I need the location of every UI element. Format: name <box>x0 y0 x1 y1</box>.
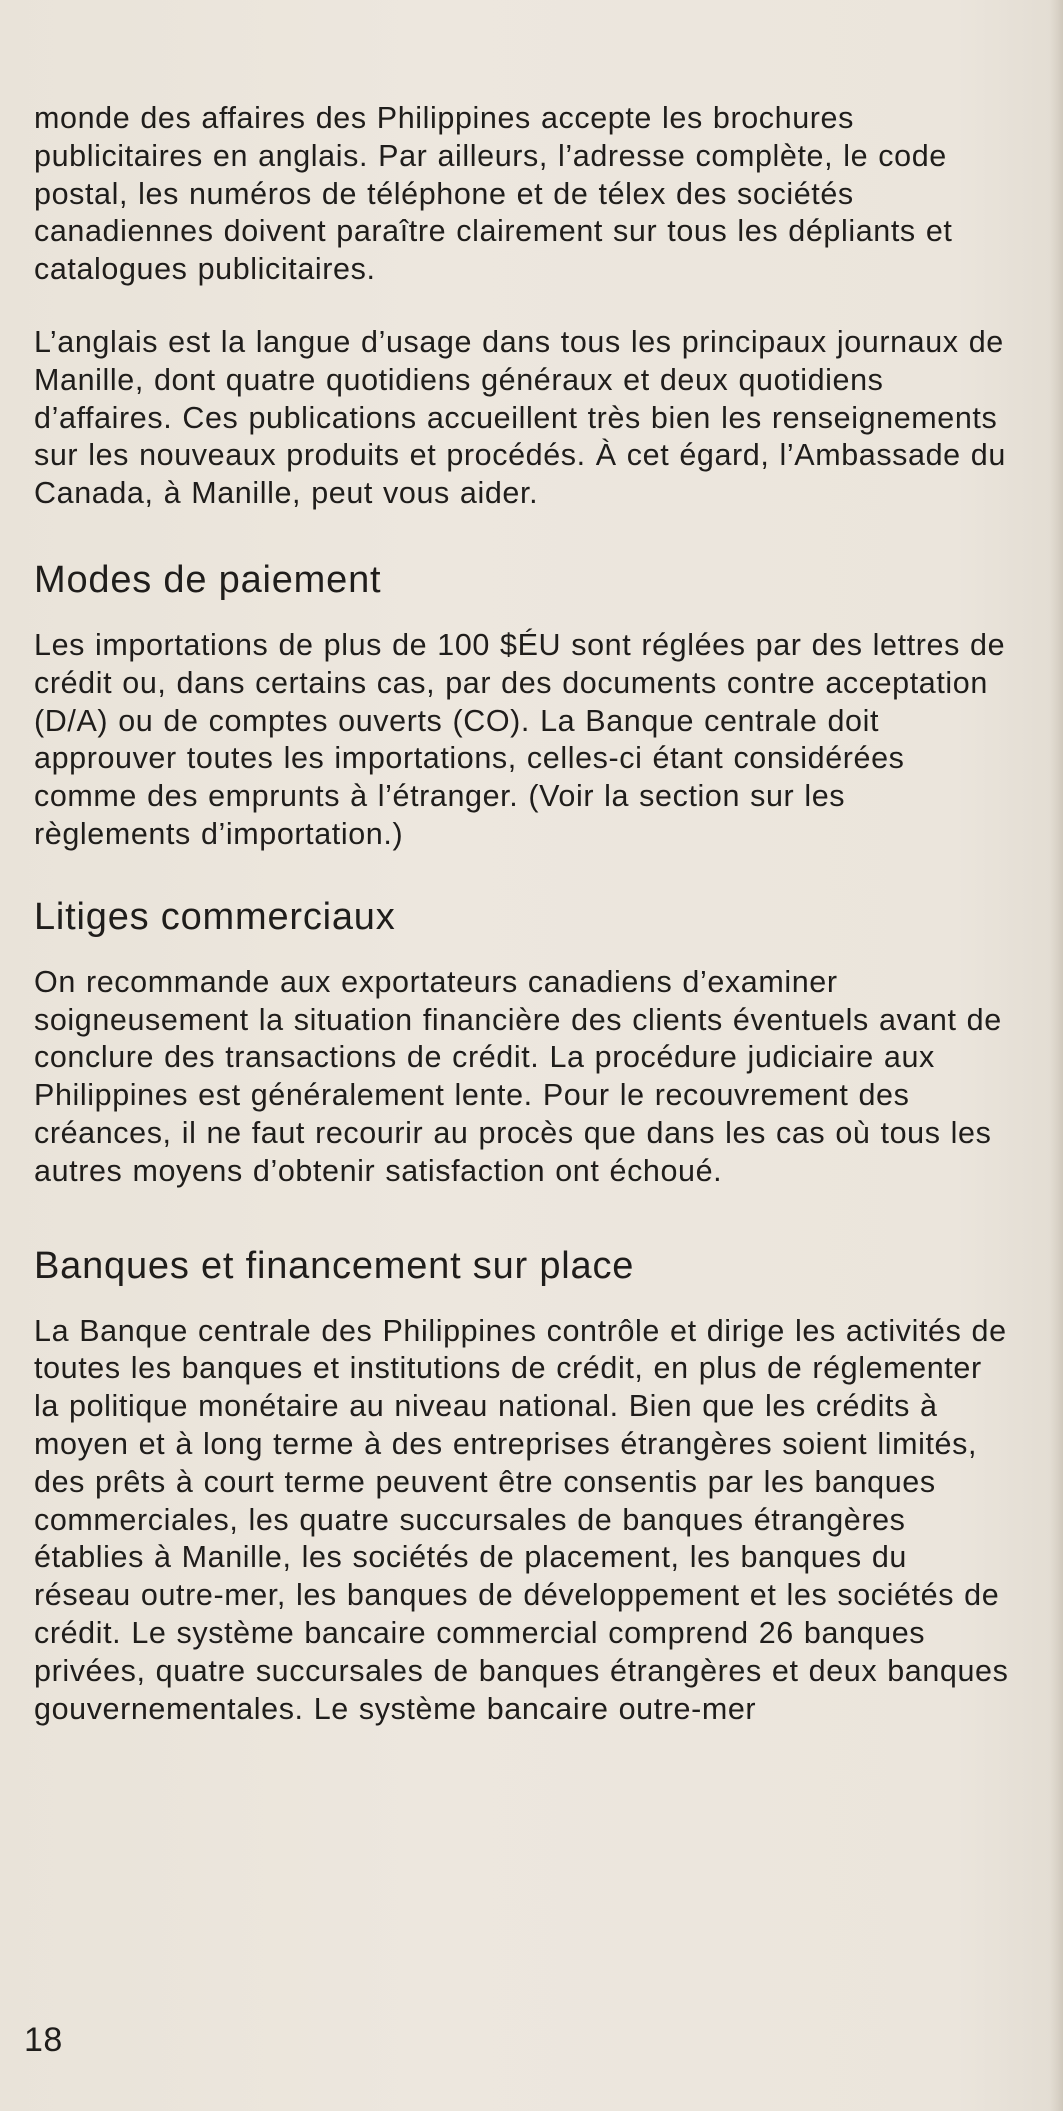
section-body-payment: Les importations de plus de 100 $ÉU sont réglées par des lettres de crédit ou, dans certains cas, par des documents contre acceptation (D/A) ou de comptes ouverts (CO). La Banque centrale doit approuver toutes les importations, celles-ci étant considérées comme des emprunts à l’étranger. (Voir la section sur les règlements d’importation.) <box>34 627 1006 851</box>
intro-paragraph-2: L’anglais est la langue d’usage dans tous les principaux journaux de Manille, dont quatre quotidiens généraux et deux quotidiens d’affaires. Ces publications accueillent très bien les renseignements sur les nouveaux produits et procédés. À cet égard, l’Ambassade du Canada, à Manille, peut vous aider. <box>34 324 1006 511</box>
section-heading-disputes: Litiges commerciaux <box>34 895 396 938</box>
page-content <box>34 100 1009 1728</box>
intro-paragraph-1: monde des affaires des Philippines accepte les brochures publicitaires en anglais. Par ailleurs, l’adresse complète, le code postal, les numéros de téléphone et de télex des sociétés canadiennes doivent paraître clairement sur tous les dépliants et catalogues publicitaires. <box>34 101 953 287</box>
section-body-banking: La Banque centrale des Philippines contrôle et dirige les activités de toutes les banques et institutions de crédit, en plus de réglementer la politique monétaire au niveau national. Bien que les crédits à moyen et à long terme à des entreprises étrangères soient limités, des prêts à court terme peuvent être consentis par les banques commerciales, les quatre succursales de banques étrangères établies à Manille, les sociétés de placement, les banques du réseau outre-mer, les banques de développement et les sociétés de crédit. Le système bancaire commercial comprend 26 banques privées, quatre succursales de banques étrangères et deux banques gouvernementales. Le système bancaire outre-mer <box>34 1313 1009 1726</box>
page-edge <box>1049 0 1063 2111</box>
section-heading-payment: Modes de paiement <box>34 558 382 601</box>
section-heading-banking: Banques et financement sur place <box>34 1244 635 1287</box>
page-number: 18 <box>24 2021 63 2059</box>
section-body-disputes: On recommande aux exportateurs canadiens d’examiner soigneusement la situation financière des clients éventuels avant de conclure des transactions de crédit. La procédure judiciaire aux Philippines est généralement lente. Pour le recouvrement des créances, il ne faut recourir au procès que dans les cas où tous les autres moyens d’obtenir satisfaction ont échoué. <box>34 964 1002 1188</box>
